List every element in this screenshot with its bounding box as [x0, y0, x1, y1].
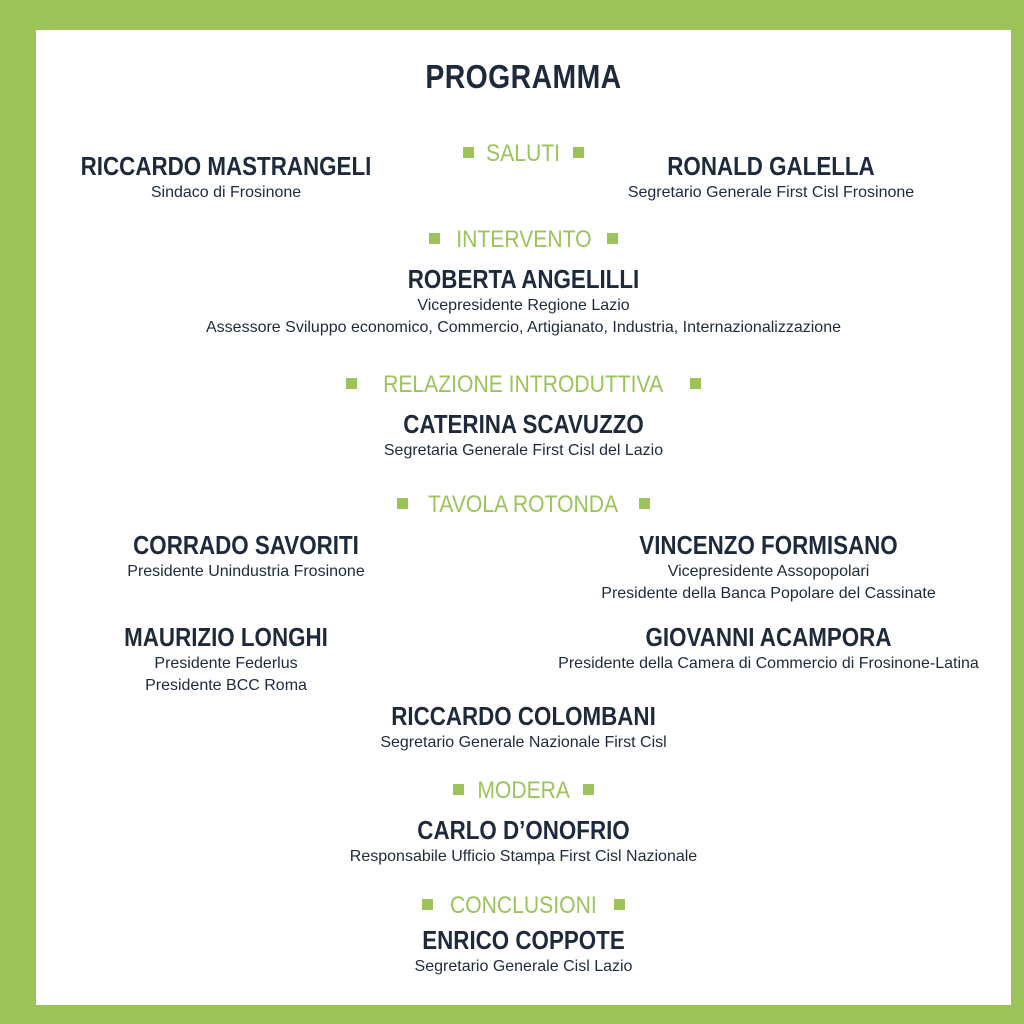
- speaker-name: GIOVANNI ACAMPORA: [645, 622, 892, 652]
- speaker-mastrangeli: [36, 150, 416, 204]
- speaker-name: CORRADO SAVORITI: [133, 530, 359, 560]
- speaker-role: Segretario Generale First Cisl Frosinone: [627, 184, 915, 201]
- section-label: SALUTI: [486, 140, 561, 167]
- speaker-role: Segretario Generale Cisl Lazio: [414, 958, 633, 975]
- speaker-coppote: [36, 924, 1011, 978]
- speaker-role: Segretaria Generale First Cisl del Lazio: [383, 442, 664, 459]
- section-label: MODERA: [477, 777, 570, 804]
- speaker-role: Responsabile Ufficio Stampa First Cisl Nazionale: [349, 848, 698, 865]
- section-label: TAVOLA ROTONDA: [428, 491, 619, 518]
- page-title: PROGRAMMA: [425, 58, 622, 95]
- speaker-savoriti: [36, 529, 456, 583]
- bullet-square-icon: [690, 378, 701, 389]
- speaker-name: CARLO D’ONOFRIO: [417, 815, 630, 845]
- speaker-colombani: [36, 700, 1011, 754]
- speaker-acampora: [536, 621, 1001, 675]
- section-label: INTERVENTO: [455, 226, 592, 253]
- section-conclusioni: [36, 892, 1011, 920]
- speaker-formisano: [556, 529, 981, 605]
- speaker-donofrio: [36, 814, 1011, 868]
- bullet-square-icon: [346, 378, 357, 389]
- section-tavola-rotonda: [36, 491, 1011, 519]
- program-page: [36, 30, 1011, 1005]
- speaker-role: Assessore Sviluppo economico, Commercio, Artigianato, Industria, Internazionalizzazione: [206, 319, 841, 336]
- section-intervento: [36, 226, 1011, 254]
- speaker-longhi: [36, 621, 416, 697]
- speaker-name: RICCARDO COLOMBANI: [391, 701, 656, 731]
- speaker-role: Presidente Federlus: [154, 655, 298, 672]
- speaker-role: Vicepresidente Assopopolari: [667, 563, 870, 580]
- speaker-name: CATERINA SCAVUZZO: [403, 409, 644, 439]
- bullet-square-icon: [639, 498, 650, 509]
- bullet-square-icon: [614, 899, 625, 910]
- bullet-square-icon: [463, 147, 474, 158]
- speaker-role: Presidente Unindustria Frosinone: [127, 563, 365, 580]
- bullet-square-icon: [422, 899, 433, 910]
- speaker-name: RONALD GALELLA: [667, 151, 875, 181]
- section-modera: [36, 777, 1011, 805]
- section-label: RELAZIONE INTRODUTTIVA: [383, 371, 664, 398]
- bullet-square-icon: [429, 233, 440, 244]
- speaker-role: Presidente della Banca Popolare del Cassinate: [601, 585, 936, 602]
- speaker-name: ROBERTA ANGELILLI: [407, 264, 640, 294]
- bullet-square-icon: [453, 784, 464, 795]
- speaker-role: Presidente BCC Roma: [145, 677, 307, 694]
- speaker-name: VINCENZO FORMISANO: [639, 530, 898, 560]
- bullet-square-icon: [583, 784, 594, 795]
- section-label: CONCLUSIONI: [450, 892, 597, 919]
- bullet-square-icon: [397, 498, 408, 509]
- speaker-name: ENRICO COPPOTE: [422, 925, 625, 955]
- section-relazione: [36, 371, 1011, 399]
- speaker-role: Vicepresidente Regione Lazio: [417, 297, 630, 314]
- bullet-square-icon: [607, 233, 618, 244]
- speaker-name: RICCARDO MASTRANGELI: [80, 151, 372, 181]
- speaker-role: Segretario Generale Nazionale First Cisl: [380, 734, 667, 751]
- speaker-angelilli: [36, 263, 1011, 339]
- speaker-role: Presidente della Camera di Commercio di Frosinone-Latina: [558, 655, 979, 672]
- speaker-role: Sindaco di Frosinone: [150, 184, 302, 201]
- speaker-galella: [571, 150, 971, 204]
- speaker-name: MAURIZIO LONGHI: [124, 622, 328, 652]
- speaker-scavuzzo: [36, 408, 1011, 462]
